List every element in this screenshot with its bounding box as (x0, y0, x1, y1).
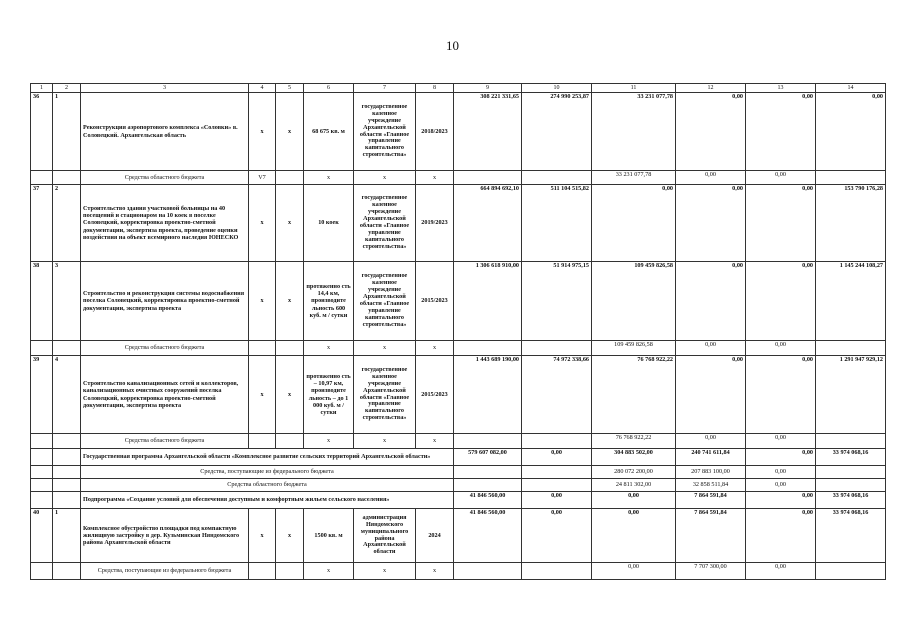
capacity: 68 675 кв. м (304, 93, 354, 171)
table-row (31, 449, 886, 466)
cell: х (249, 185, 276, 262)
amount: 153 790 176,28 (816, 185, 886, 262)
capacity: протяженно сть – 10,97 км, производите льность – до 1 000 куб. м / сутки (304, 356, 354, 434)
amount: 0,00 (746, 171, 816, 185)
responsible-org: государственное казенное учреждение Архангельской области «Главное управление капитального строительства» (354, 185, 416, 262)
cell (454, 171, 522, 185)
amount: 33 974 068,16 (816, 492, 886, 509)
cell (816, 466, 886, 479)
cell (31, 434, 53, 449)
row-number: 38 (31, 262, 53, 341)
amount: 0,00 (522, 509, 592, 563)
amount: 511 104 515,82 (522, 185, 592, 262)
table-row (31, 93, 886, 171)
cell (31, 492, 53, 509)
responsible-org: государственное казенное учреждение Архангельской области «Главное управление капитального строительства» (354, 93, 416, 171)
amount: 0,00 (522, 492, 592, 509)
cell: х (304, 341, 354, 356)
cell (454, 479, 522, 492)
column-number: 2 (53, 84, 81, 93)
amount: 109 459 826,58 (592, 341, 676, 356)
table-row (31, 479, 886, 492)
cell: х (276, 93, 304, 171)
amount: 0,00 (676, 341, 746, 356)
amount: 1 291 947 929,12 (816, 356, 886, 434)
column-number: 1 (31, 84, 53, 93)
amount: 0,00 (522, 449, 592, 466)
amount: 0,00 (746, 262, 816, 341)
cell (53, 341, 81, 356)
amount: 33 974 068,16 (816, 509, 886, 563)
cell (31, 341, 53, 356)
amount: 7 864 591,84 (676, 492, 746, 509)
cell (53, 466, 81, 479)
amount: 76 768 922,22 (592, 434, 676, 449)
column-number: 5 (276, 84, 304, 93)
amount: 24 811 302,00 (592, 479, 676, 492)
cell (53, 434, 81, 449)
amount: 32 858 511,84 (676, 479, 746, 492)
cell (276, 341, 304, 356)
responsible-org: государственное казенное учреждение Архангельской области «Главное управление капитального строительства» (354, 262, 416, 341)
amount: 0,00 (746, 479, 816, 492)
amount: 0,00 (746, 449, 816, 466)
cell: х (416, 171, 454, 185)
amount: 207 883 100,00 (676, 466, 746, 479)
cell: х (249, 262, 276, 341)
column-number: 6 (304, 84, 354, 93)
cell (816, 479, 886, 492)
object-name: Строительство и реконструкция системы водоснабжения поселка Соловецкий, корректировка проектно-сметной документации, экспертиза проекта (81, 262, 249, 341)
responsible-org: государственное казенное учреждение Архангельской области «Главное управление капитального строительства» (354, 356, 416, 434)
amount: 41 846 560,00 (454, 509, 522, 563)
cell (31, 479, 53, 492)
period: 2024 (416, 509, 454, 563)
sub-number: 1 (53, 509, 81, 563)
cell: х (354, 563, 416, 580)
cell (276, 434, 304, 449)
cell: х (354, 341, 416, 356)
table-row (31, 171, 886, 185)
column-number: 7 (354, 84, 416, 93)
cell (53, 171, 81, 185)
cell (454, 466, 522, 479)
cell: х (276, 356, 304, 434)
column-number: 14 (816, 84, 886, 93)
amount: 0,00 (746, 466, 816, 479)
cell: х (276, 185, 304, 262)
cell (249, 563, 276, 580)
sub-number: 2 (53, 185, 81, 262)
cell (454, 434, 522, 449)
row-number: 39 (31, 356, 53, 434)
table-row (31, 356, 886, 434)
cell (276, 171, 304, 185)
cell (31, 449, 53, 466)
sub-number: 1 (53, 93, 81, 171)
amount: 1 306 618 910,00 (454, 262, 522, 341)
row-number: 40 (31, 509, 53, 563)
amount: 0,00 (592, 185, 676, 262)
amount: 579 607 082,00 (454, 449, 522, 466)
cell: х (354, 434, 416, 449)
page-number: 10 (446, 38, 459, 53)
cell (31, 466, 53, 479)
period: 2015/2023 (416, 356, 454, 434)
cell (522, 563, 592, 580)
column-number: 12 (676, 84, 746, 93)
row-number: 36 (31, 93, 53, 171)
object-name: Комплексное обустройство площадки под компактную жилищную застройку в дер. Кузьминская Няндомского района Архангельской области (81, 509, 249, 563)
table-row (31, 262, 886, 341)
cell: V7 (249, 171, 276, 185)
row-number: 37 (31, 185, 53, 262)
amount: 308 221 331,65 (454, 93, 522, 171)
object-name: Строительство канализационных сетей и коллекторов, канализационных очистных сооружений поселка Соловецкий, корректировка проектно-сметной документации, экспертиза проекта (81, 356, 249, 434)
amount: 0,00 (676, 171, 746, 185)
amount: 74 972 338,66 (522, 356, 592, 434)
table-row (31, 466, 886, 479)
capacity: протяженно сть 14,4 км, производите льность 600 куб. м / сутки (304, 262, 354, 341)
column-number: 9 (454, 84, 522, 93)
amount: 0,00 (746, 185, 816, 262)
amount: 0,00 (676, 185, 746, 262)
cell: х (249, 356, 276, 434)
cell: х (276, 262, 304, 341)
amount: 7 707 300,00 (676, 563, 746, 580)
amount: 0,00 (676, 356, 746, 434)
amount: 0,00 (592, 492, 676, 509)
amount: 0,00 (746, 434, 816, 449)
cell (816, 171, 886, 185)
table-row (31, 434, 886, 449)
cell: х (249, 93, 276, 171)
column-number: 10 (522, 84, 592, 93)
object-name: Строительство здания участковой больницы на 40 посещений и стационаром на 10 коек в поселке Соловецкий, корректировка проектно-сметной документации, экспертиза проекта, проведение оценки воздействия на объект всемирного наследия ЮНЕСКО (81, 185, 249, 262)
cell (53, 563, 81, 580)
cell (31, 171, 53, 185)
cell (249, 434, 276, 449)
cell (522, 479, 592, 492)
cell: х (304, 563, 354, 580)
column-number: 3 (81, 84, 249, 93)
table-row (31, 563, 886, 580)
cell: х (416, 341, 454, 356)
amount: 33 974 068,16 (816, 449, 886, 466)
amount: 109 459 826,58 (592, 262, 676, 341)
budget-table (30, 83, 886, 580)
amount: 1 145 244 108,27 (816, 262, 886, 341)
cell (276, 563, 304, 580)
column-number: 4 (249, 84, 276, 93)
funding-source: Средства областного бюджета (81, 341, 249, 356)
cell (454, 563, 522, 580)
cell (522, 341, 592, 356)
object-name: Реконструкция аэропортового комплекса «Соловки» в. Соловецкий. Архангельская область (81, 93, 249, 171)
cell: х (354, 171, 416, 185)
amount: 1 443 689 190,00 (454, 356, 522, 434)
column-number: 13 (746, 84, 816, 93)
amount: 0,00 (746, 563, 816, 580)
column-number: 11 (592, 84, 676, 93)
amount: 0,00 (746, 492, 816, 509)
table-row (31, 185, 886, 262)
amount: 0,00 (746, 93, 816, 171)
amount: 0,00 (676, 93, 746, 171)
cell (816, 434, 886, 449)
cell (816, 563, 886, 580)
responsible-org: администрация Няндомского муниципального района Архангельской области (354, 509, 416, 563)
funding-source: Средства, поступающие из федерального бюджета (81, 466, 454, 479)
period: 2019/2023 (416, 185, 454, 262)
cell: х (249, 509, 276, 563)
amount: 274 990 253,87 (522, 93, 592, 171)
period: 2018/2023 (416, 93, 454, 171)
funding-source: Средства, поступающие из федерального бюджета (81, 563, 249, 580)
amount: 0,00 (592, 563, 676, 580)
cell: х (304, 434, 354, 449)
cell (522, 466, 592, 479)
cell (31, 563, 53, 580)
cell: х (304, 171, 354, 185)
amount: 0,00 (746, 509, 816, 563)
amount: 0,00 (746, 341, 816, 356)
cell: х (416, 563, 454, 580)
amount: 0,00 (592, 509, 676, 563)
amount: 33 231 077,78 (592, 93, 676, 171)
capacity: 10 коек (304, 185, 354, 262)
amount: 0,00 (676, 262, 746, 341)
column-number: 8 (416, 84, 454, 93)
sub-number: 3 (53, 262, 81, 341)
table-row (31, 492, 886, 509)
amount: 0,00 (676, 434, 746, 449)
funding-source: Средства областного бюджета (81, 479, 454, 492)
cell (816, 341, 886, 356)
cell (53, 479, 81, 492)
cell (454, 341, 522, 356)
amount: 0,00 (816, 93, 886, 171)
table-row (31, 341, 886, 356)
funding-source: Средства областного бюджета (81, 434, 249, 449)
capacity: 1500 кв. м (304, 509, 354, 563)
amount: 304 883 502,00 (592, 449, 676, 466)
table-row (31, 509, 886, 563)
amount: 76 768 922,22 (592, 356, 676, 434)
amount: 7 864 591,84 (676, 509, 746, 563)
cell (53, 449, 81, 466)
amount: 280 072 200,00 (592, 466, 676, 479)
amount: 33 231 077,78 (592, 171, 676, 185)
cell (249, 341, 276, 356)
sub-number: 4 (53, 356, 81, 434)
amount: 664 894 692,10 (454, 185, 522, 262)
cell (522, 434, 592, 449)
subprogram-title: Подпрограмма «Создание условий для обеспечения доступным и комфортным жильем сельского населения» (81, 492, 454, 509)
amount: 51 914 975,15 (522, 262, 592, 341)
column-number-row (31, 84, 886, 93)
amount: 41 846 560,00 (454, 492, 522, 509)
amount: 240 741 611,84 (676, 449, 746, 466)
period: 2015/2023 (416, 262, 454, 341)
funding-source: Средства областного бюджета (81, 171, 249, 185)
cell (53, 492, 81, 509)
program-title: Государственная программа Архангельской области «Комплексное развитие сельских территорий Архангельской области» (81, 449, 454, 466)
cell: х (416, 434, 454, 449)
cell (522, 171, 592, 185)
cell: х (276, 509, 304, 563)
amount: 0,00 (746, 356, 816, 434)
